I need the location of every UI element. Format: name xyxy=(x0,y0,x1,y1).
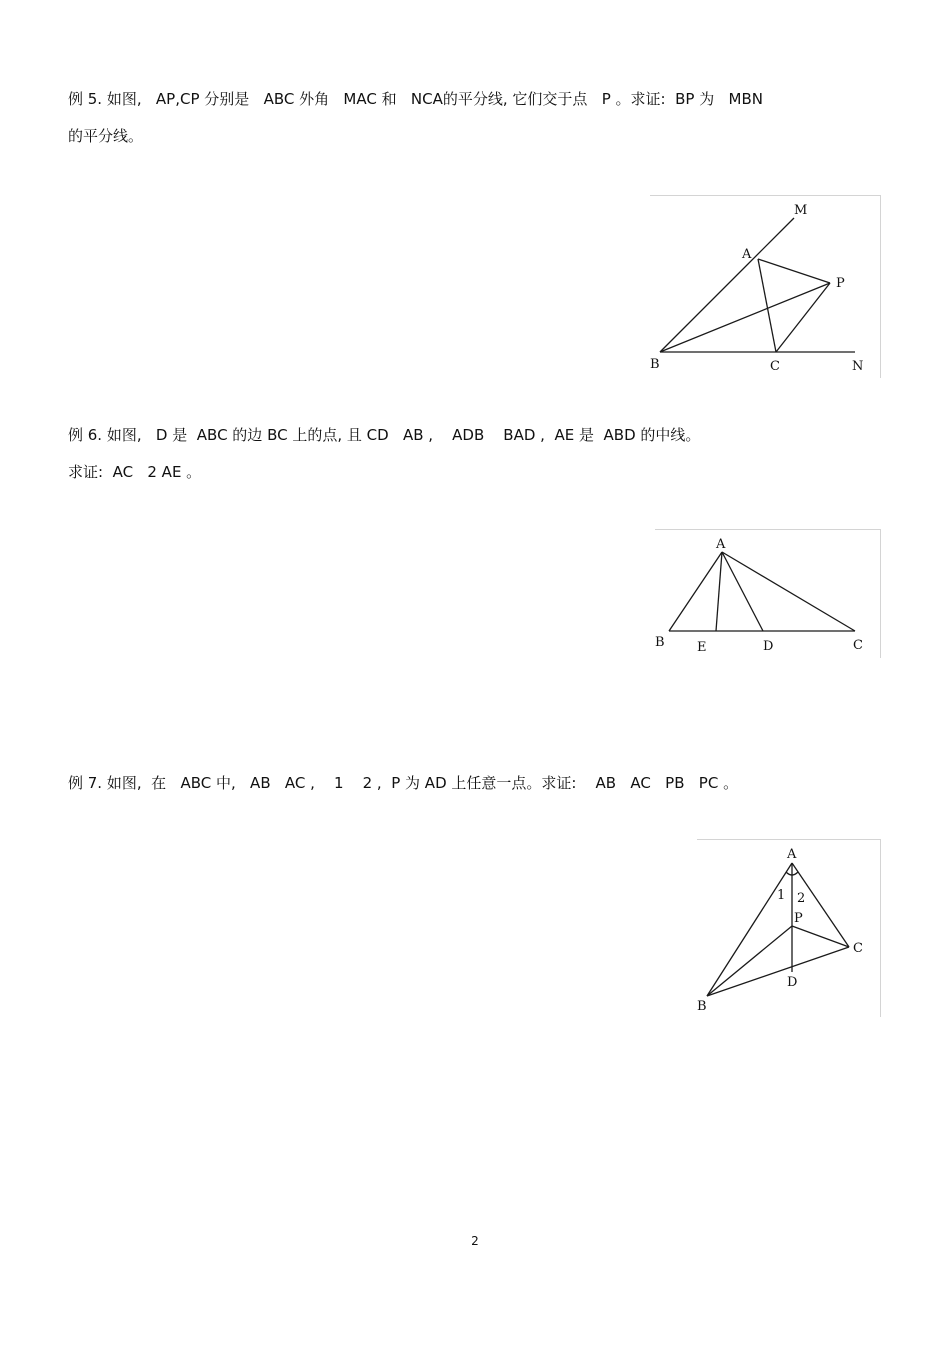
example-6-figure xyxy=(655,529,881,658)
ray-bm xyxy=(660,218,794,352)
label-c: C xyxy=(853,941,863,956)
segment-ae xyxy=(716,552,722,631)
label-p: P xyxy=(794,911,803,926)
segment-ab xyxy=(707,863,792,996)
example-7-figure xyxy=(697,839,881,1017)
example-6-line-1: 例 6. 如图, D 是 ABC 的边 BC 上的点, 且 CD AB , ADB BAD , AE 是 ABD 的中线。 xyxy=(68,426,701,444)
label-c: C xyxy=(770,359,780,374)
example-7-line-1: 例 7. 如图, 在 ABC 中, AB AC , 1 2 , P 为 AD 上任意一点。求证: AB AC PB PC 。 xyxy=(68,774,739,792)
segment-bp xyxy=(660,283,830,352)
label-a: A xyxy=(787,847,797,862)
label-d: D xyxy=(787,975,798,990)
segment-ap xyxy=(758,259,830,283)
example-5-line-2: 的平分线。 xyxy=(68,127,144,145)
label-2: 2 xyxy=(797,891,806,906)
segment-bc xyxy=(707,947,849,996)
label-d: D xyxy=(763,639,774,654)
example-6-line-2: 求证: AC 2 AE 。 xyxy=(68,463,202,481)
label-e: E xyxy=(697,640,707,655)
example-5-figure xyxy=(650,195,881,378)
segment-pc xyxy=(792,926,849,947)
label-a: A xyxy=(742,247,752,262)
label-b: B xyxy=(655,635,665,650)
label-b: B xyxy=(697,999,707,1014)
label-c: C xyxy=(853,638,863,653)
example-5-line-1: 例 5. 如图, AP,CP 分别是 ABC 外角 MAC 和 NCA的平分线, 它们交于点 P 。求证: BP 为 MBN xyxy=(68,90,763,108)
label-n: N xyxy=(852,359,864,374)
label-b: B xyxy=(650,357,660,372)
segment-pb xyxy=(707,926,792,996)
label-1: 1 xyxy=(777,888,786,903)
label-m: M xyxy=(794,203,808,218)
page-number: 2 xyxy=(471,1234,479,1248)
label-a: A xyxy=(716,537,726,552)
label-p: P xyxy=(836,276,845,291)
segment-ab xyxy=(669,552,722,631)
